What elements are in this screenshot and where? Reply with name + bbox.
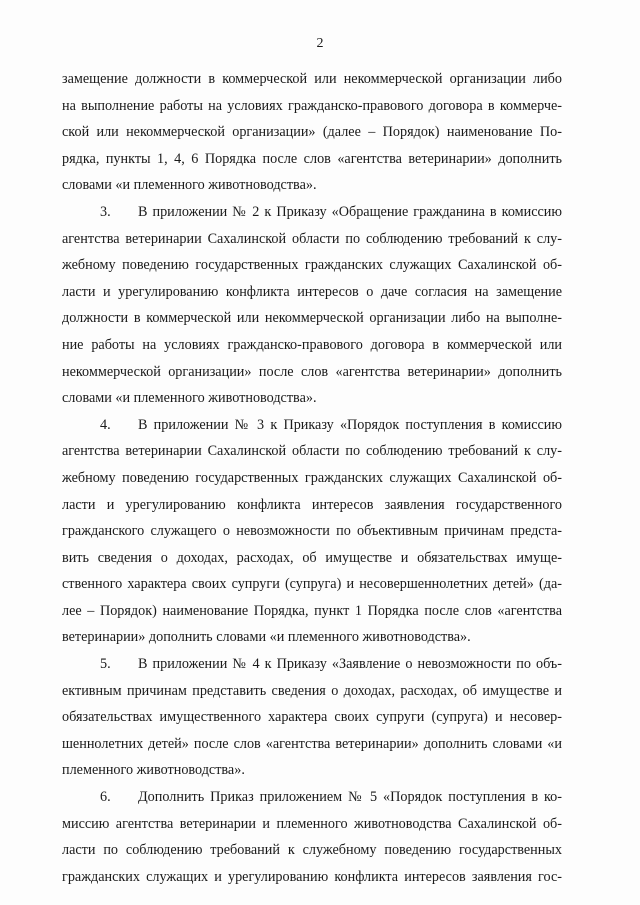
paragraph-item-5 [62,651,562,784]
text-line: замещение должности в коммерческой или некоммерческой организации либо [62,71,562,87]
text-line-first [62,412,562,439]
text-line: племенного животноводства». [62,762,245,779]
item-number: 5. [100,656,111,673]
text-line: ние работы на условиях гражданско-правового договора в коммерческой или [62,336,562,353]
text-run: Дополнить Приказ приложением № 5 «Порядок поступления в ко- [138,789,562,806]
text-line: ветеринарии» дополнить словами «и племенного животноводства». [62,629,471,646]
text-line: словами «и племенного животноводства». [62,177,317,194]
text-line: обязательствах имущественного характера своих супруги (супруга) и несовер- [62,709,562,726]
text-line: шеннолетних детей» после слов «агентства ветеринарии» дополнить словами «и [62,735,562,752]
text-run: В приложении № 4 к Приказу «Заявление о невозможности по объ- [138,656,562,673]
text-line: вить сведения о доходах, расходах, об имуществе и обязательствах имуще- [62,549,562,566]
text-line: словами «и племенного животноводства». [62,390,317,407]
text-line: ской или некоммерческой организации» (далее – Порядок) наименование По- [62,124,562,141]
text-run: В приложении № 2 к Приказу «Обращение гражданина в комиссию [138,203,562,220]
text-line: агентства ветеринарии Сахалинской области по соблюдению требований к слу- [62,230,562,247]
text-line: ективным причинам представить сведения о доходах, расходах, об имуществе и [62,682,562,699]
text-line: рядка, пункты 1, 4, 6 Порядка после слов «агентства ветеринарии» дополнить [62,150,562,167]
text-run: В приложении № 3 к Приказу «Порядок поступления в комиссию [138,416,562,433]
paragraph-item-6 [62,784,562,890]
text-line: гражданского служащего о невозможности по объективным причинам предста- [62,523,562,540]
paragraph-item-3 [62,199,562,412]
text-line: жебному поведению государственных гражданских служащих Сахалинской об- [62,469,562,486]
paragraph-intro [62,66,562,199]
text-line: ласти и урегулированию конфликта интересов заявления государственного [62,496,562,513]
text-line-first [62,199,562,226]
page-number: 2 [316,36,324,51]
text-line: ственного характера своих супруги (супруга) и несовершеннолетних детей» (да- [62,576,562,593]
text-line: на выполнение работы на условиях гражданско-правового договора в коммерче- [62,97,562,114]
text-line: агентства ветеринарии Сахалинской области по соблюдению требований к слу- [62,443,562,460]
item-number: 4. [100,416,111,433]
text-line: жебному поведению государственных гражданских служащих Сахалинской об- [62,257,562,274]
item-number: 6. [100,789,111,806]
text-line: ласти и урегулированию конфликта интересов о даче согласия на замещение [62,283,562,300]
text-line: должности в коммерческой или некоммерческой организации либо на выполне- [62,310,562,327]
text-line: ласти по соблюдению требований к служебному поведению государственных [62,842,562,859]
text-line: лее – Порядок) наименование Порядка, пункт 1 Порядка после слов «агентства [62,602,562,619]
text-line-first [62,651,562,678]
document-body [62,66,562,890]
paragraph-item-4 [62,412,562,651]
text-line: некоммерческой организации» после слов «агентства ветеринарии» дополнить [62,363,562,380]
text-line: миссию агентства ветеринарии и племенного животноводства Сахалинской об- [62,815,562,832]
text-line-first [62,784,562,811]
item-number: 3. [100,203,111,220]
text-line: гражданских служащих и урегулированию конфликта интересов заявления гос- [62,868,562,885]
